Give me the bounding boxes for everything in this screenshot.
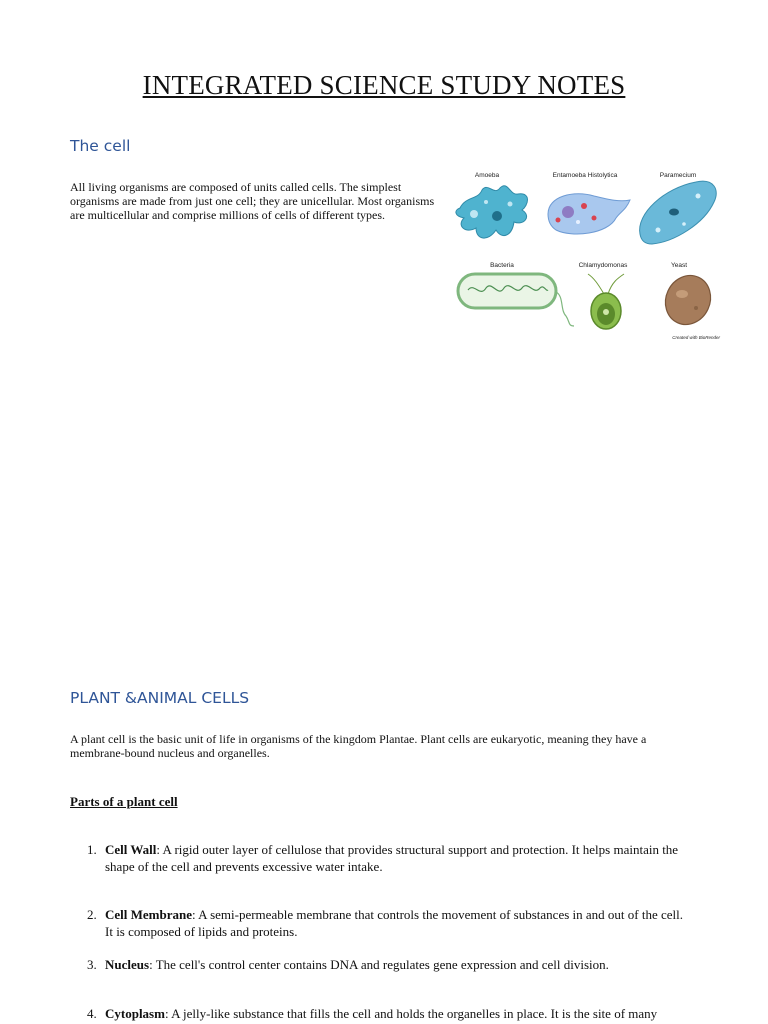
bacteria-flagellum <box>556 292 574 326</box>
list-item-term: Cell Wall <box>105 842 157 857</box>
figure-label-paramecium: Paramecium <box>659 172 697 179</box>
chlamydomonas-illustration <box>588 274 624 329</box>
paramecium-vacuole <box>656 228 661 233</box>
paramecium-vacuole <box>696 194 701 199</box>
figure-label-entamoeba: Entamoeba Histolytica <box>552 172 618 179</box>
list-item-number: 1. <box>87 842 97 857</box>
amoeba-illustration <box>456 186 528 238</box>
list-item-term: Nucleus <box>105 957 150 972</box>
figure-label-amoeba: Amoeba <box>474 172 500 179</box>
chlamydomonas-flagella <box>588 274 624 294</box>
list-item <box>70 1005 690 1022</box>
amoeba-vacuole <box>508 202 513 207</box>
entamoeba-red-cell <box>592 216 597 221</box>
section-heading-plant-animal-cells: PLANT &ANIMAL CELLS <box>70 689 250 707</box>
yeast-highlight <box>676 290 688 298</box>
figure-label-yeast: Yeast <box>670 262 688 269</box>
list-item-text: : A rigid outer layer of cellulose that provides structural support and protection. It helps maintain the shape of the cell and prevents excessive water intake. <box>105 842 679 874</box>
entamoeba-nucleus <box>562 206 574 218</box>
chlamydomonas-pyrenoid <box>603 309 609 315</box>
entamoeba-vacuole <box>576 220 580 224</box>
unicellular-organisms-figure <box>452 166 724 344</box>
section-heading-the-cell: The cell <box>70 137 131 155</box>
entamoeba-body <box>548 194 630 234</box>
figure-label-chlamydomonas: Chlamydomonas <box>578 262 628 269</box>
amoeba-body <box>456 186 528 238</box>
bacteria-illustration <box>458 274 574 326</box>
figure-label-bacteria: Bacteria <box>490 262 514 269</box>
cell-intro-paragraph: All living organisms are composed of units called cells. The simplest organisms are made from just one cell; they are unicellular. Most organisms are multicellular and comprise millions of cells of different types. <box>70 180 435 222</box>
list-item-term: Cytoplasm <box>105 1006 165 1021</box>
plant-cell-parts-list <box>70 841 690 1022</box>
paramecium-nucleus <box>669 209 679 216</box>
yeast-body <box>657 268 718 332</box>
amoeba-nucleus <box>492 211 502 221</box>
yeast-illustration <box>657 268 720 340</box>
list-item-number: 2. <box>87 907 97 922</box>
list-item <box>70 956 690 973</box>
entamoeba-red-cell <box>556 218 561 223</box>
list-item-text: : A jelly-like substance that fills the cell and holds the organelles in place. It is the site of many <box>164 1006 658 1021</box>
amoeba-vacuole <box>470 210 478 218</box>
list-item-number: 3. <box>87 957 97 972</box>
list-item <box>70 841 690 875</box>
yeast-spot <box>694 306 698 310</box>
figure-credit: Created with BioRender <box>672 335 720 340</box>
amoeba-vacuole <box>484 200 488 204</box>
list-item-text: : A semi-permeable membrane that controls the movement of substances in and out of the cell. It is composed of lipids and proteins. <box>105 907 683 939</box>
entamoeba-red-cell <box>581 203 587 209</box>
entamoeba-illustration <box>548 194 630 234</box>
paramecium-illustration <box>640 181 717 244</box>
list-item-text: : The cell's control center contains DNA and regulates gene expression and cell division. <box>149 957 609 972</box>
paramecium-vacuole <box>682 222 686 226</box>
plant-cell-intro-paragraph: A plant cell is the basic unit of life in organisms of the kingdom Plantae. Plant cells are eukaryotic, meaning they have a membrane-bound nucleus and organelles. <box>70 732 647 760</box>
list-item <box>70 906 690 940</box>
parts-of-plant-cell-heading: Parts of a plant cell <box>70 794 178 809</box>
document-title: INTEGRATED SCIENCE STUDY NOTES <box>142 70 626 100</box>
list-item-number: 4. <box>87 1006 97 1021</box>
list-item-term: Cell Membrane <box>105 907 193 922</box>
bacteria-body <box>458 274 556 308</box>
